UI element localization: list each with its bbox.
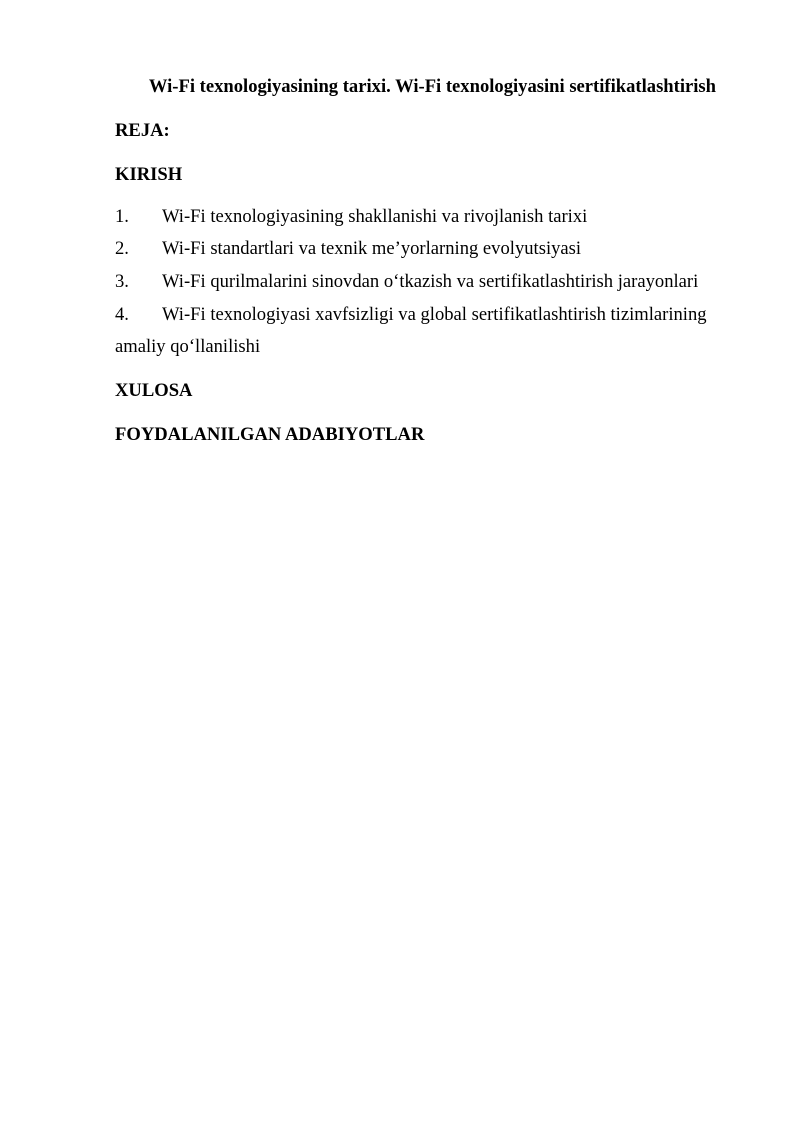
toc-item-number: 2.: [115, 238, 129, 259]
toc-item-text-continued: amaliy qo‘llanilishi: [115, 336, 261, 357]
toc-item-text: Wi-Fi qurilmalarini sinovdan o‘tkazish va sertifikatlashtirish jarayonlari: [162, 271, 699, 292]
toc-item-text: Wi-Fi texnologiyasi xavfsizligi va global sertifikatlashtirish tizimlarining: [162, 304, 707, 325]
conclusion-heading: XULOSA: [115, 380, 193, 401]
toc-item-2: [115, 233, 720, 265]
toc-item-number: 3.: [115, 271, 129, 292]
document-title: Wi-Fi texnologiyasining tarixi. Wi-Fi texnologiyasini sertifikatlashtirish: [148, 76, 716, 97]
plan-heading: REJA:: [115, 120, 170, 141]
toc-item-number: 4.: [115, 304, 129, 325]
toc-item-3: [115, 266, 720, 298]
toc-item-text: Wi-Fi standartlari va texnik me’yorlarning evolyutsiyasi: [162, 238, 582, 259]
toc-item-text: Wi-Fi texnologiyasining shakllanishi va rivojlanish tarixi: [162, 206, 588, 227]
intro-heading: KIRISH: [115, 164, 183, 185]
toc-item-4: [115, 299, 720, 363]
references-heading: FOYDALANILGAN ADABIYOTLAR: [115, 424, 425, 445]
toc-item-number: 1.: [115, 206, 129, 227]
toc-item-1: [115, 201, 720, 233]
